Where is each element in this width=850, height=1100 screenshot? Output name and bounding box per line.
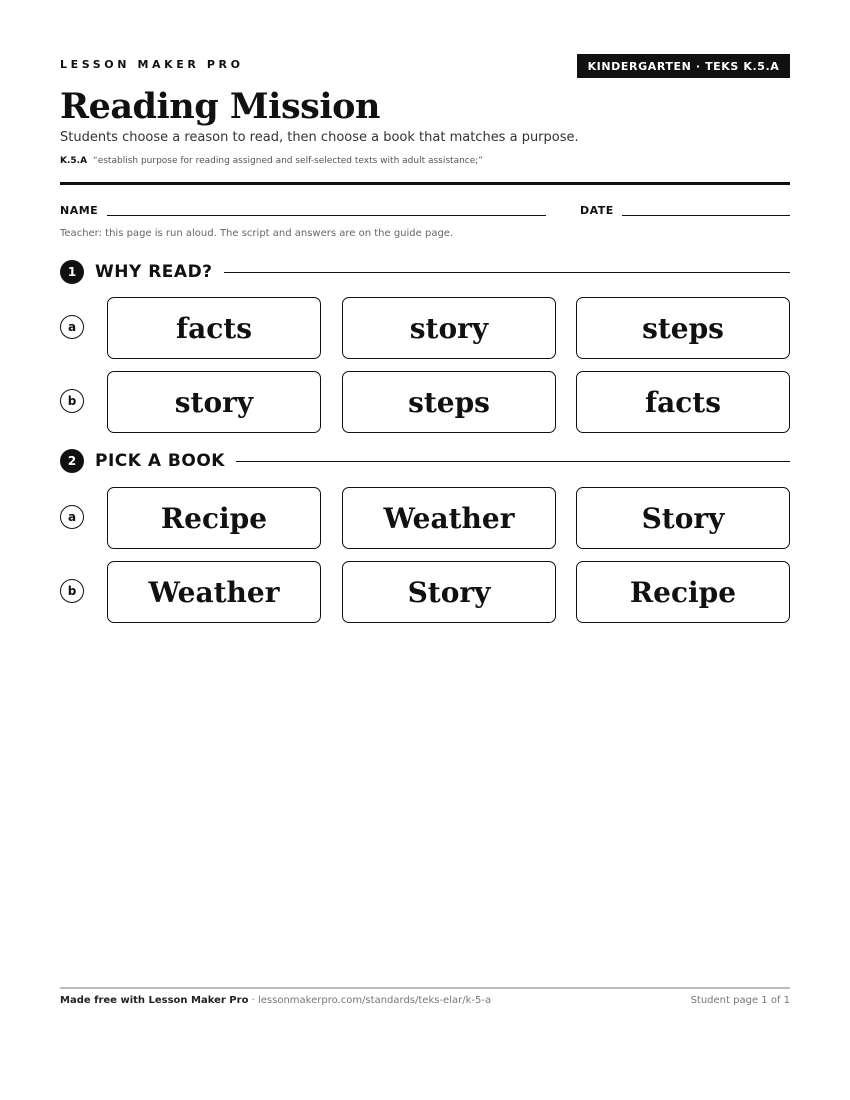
answer-option[interactable]: Weather — [342, 487, 556, 549]
answer-option[interactable]: Story — [576, 487, 790, 549]
page-subtitle: Students choose a reason to read, then choose a book that matches a purpose. — [60, 130, 579, 145]
teacher-note: Teacher: this page is run aloud. The script and answers are on the guide page. — [60, 228, 454, 239]
footer-made-with: Made free with Lesson Maker Pro — [60, 995, 249, 1006]
question-row — [60, 561, 790, 623]
standard-line — [60, 156, 483, 166]
name-label: NAME — [60, 204, 99, 217]
row-letter-badge: a — [60, 315, 84, 339]
answer-option[interactable]: story — [107, 371, 321, 433]
footer-page-label: Student page 1 of 1 — [690, 995, 790, 1006]
name-field[interactable] — [107, 215, 546, 216]
answer-option[interactable]: Story — [342, 561, 556, 623]
grade-standard-badge: KINDERGARTEN · TEKS K.5.A — [577, 54, 790, 78]
row-letter-badge: a — [60, 505, 84, 529]
section-pick-a-book — [60, 449, 790, 473]
standard-code: K.5.A — [60, 156, 88, 166]
answer-option[interactable]: facts — [576, 371, 790, 433]
section-number-badge: 1 — [60, 260, 84, 284]
section-divider — [224, 272, 790, 273]
date-field[interactable] — [622, 215, 790, 216]
brand-name: LESSON MAKER PRO — [60, 58, 244, 71]
row-letter-badge: b — [60, 389, 84, 413]
footer-credit — [60, 995, 491, 1006]
answer-option[interactable]: Recipe — [107, 487, 321, 549]
header-divider — [60, 182, 790, 185]
footer-divider — [60, 987, 790, 989]
row-letter-badge: b — [60, 579, 84, 603]
question-row — [60, 487, 790, 549]
answer-option[interactable]: story — [342, 297, 556, 359]
section-number-badge: 2 — [60, 449, 84, 473]
answer-option[interactable]: steps — [342, 371, 556, 433]
answer-option[interactable]: Recipe — [576, 561, 790, 623]
page-title: Reading Mission — [60, 86, 380, 127]
answer-option[interactable]: Weather — [107, 561, 321, 623]
date-label: DATE — [580, 204, 614, 217]
standard-text: “establish purpose for reading assigned and self-selected texts with adult assistance;” — [93, 156, 483, 166]
section-why-read — [60, 260, 790, 284]
section-title: PICK A BOOK — [95, 451, 225, 471]
question-row — [60, 297, 790, 359]
answer-option[interactable]: steps — [576, 297, 790, 359]
footer-url[interactable]: · lessonmakerpro.com/standards/teks-elar/k-5-a — [248, 995, 492, 1006]
answer-option[interactable]: facts — [107, 297, 321, 359]
section-title: WHY READ? — [95, 262, 213, 282]
section-divider — [236, 461, 790, 462]
question-row — [60, 371, 790, 433]
